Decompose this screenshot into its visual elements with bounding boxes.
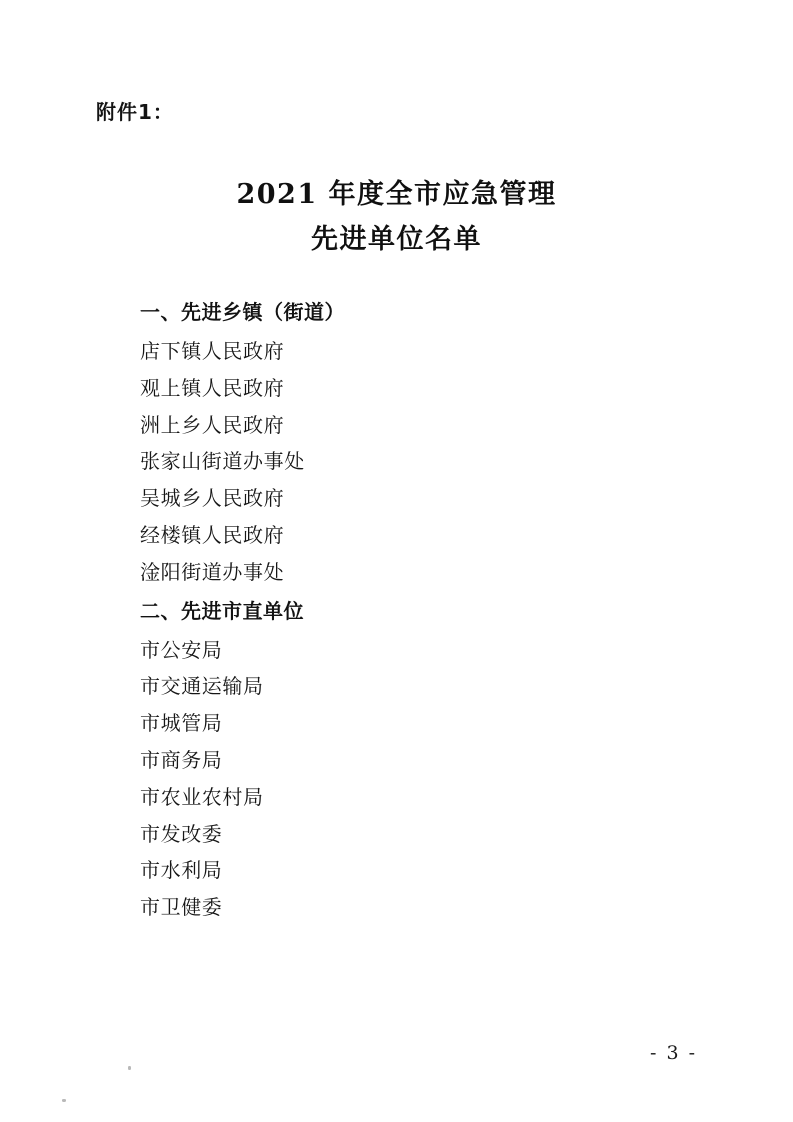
page-title-line-2: 先进单位名单 xyxy=(311,223,482,255)
list-item: 市农业农村局 xyxy=(140,784,264,809)
list-item: 洲上乡人民政府 xyxy=(140,412,285,437)
scan-speck xyxy=(62,1099,66,1102)
page-title-line-1: 2021 年度全市应急管理 xyxy=(236,179,557,210)
list-item: 吴城乡人民政府 xyxy=(140,486,285,511)
section-heading-advanced-municipal-units: 二、先进市直单位 xyxy=(140,598,304,623)
list-item: 店下镇人民政府 xyxy=(140,339,285,364)
page-number: - 3 - xyxy=(649,1042,697,1064)
entry-list-advanced-municipal-units xyxy=(96,632,697,926)
page-title xyxy=(96,173,697,262)
list-item: 张家山街道办事处 xyxy=(140,449,305,474)
list-item: 市公安局 xyxy=(140,637,223,662)
section-advanced-municipal-units xyxy=(96,595,697,926)
list-item: 市发改委 xyxy=(140,821,223,846)
list-item: 市卫健委 xyxy=(140,895,223,920)
scan-speck xyxy=(128,1066,131,1070)
section-advanced-townships xyxy=(96,296,697,591)
section-heading-advanced-townships: 一、先进乡镇（街道） xyxy=(140,300,345,325)
attachment-label: 附件1： xyxy=(96,100,174,124)
list-item: 市水利局 xyxy=(140,858,223,883)
entry-list-advanced-townships xyxy=(96,333,697,591)
list-item: 市商务局 xyxy=(140,748,223,773)
list-item: 观上镇人民政府 xyxy=(140,375,285,400)
list-item: 经楼镇人民政府 xyxy=(140,523,285,548)
list-item: 市城管局 xyxy=(140,711,223,736)
list-item: 市交通运输局 xyxy=(140,674,264,699)
list-item: 淦阳街道办事处 xyxy=(140,559,285,584)
